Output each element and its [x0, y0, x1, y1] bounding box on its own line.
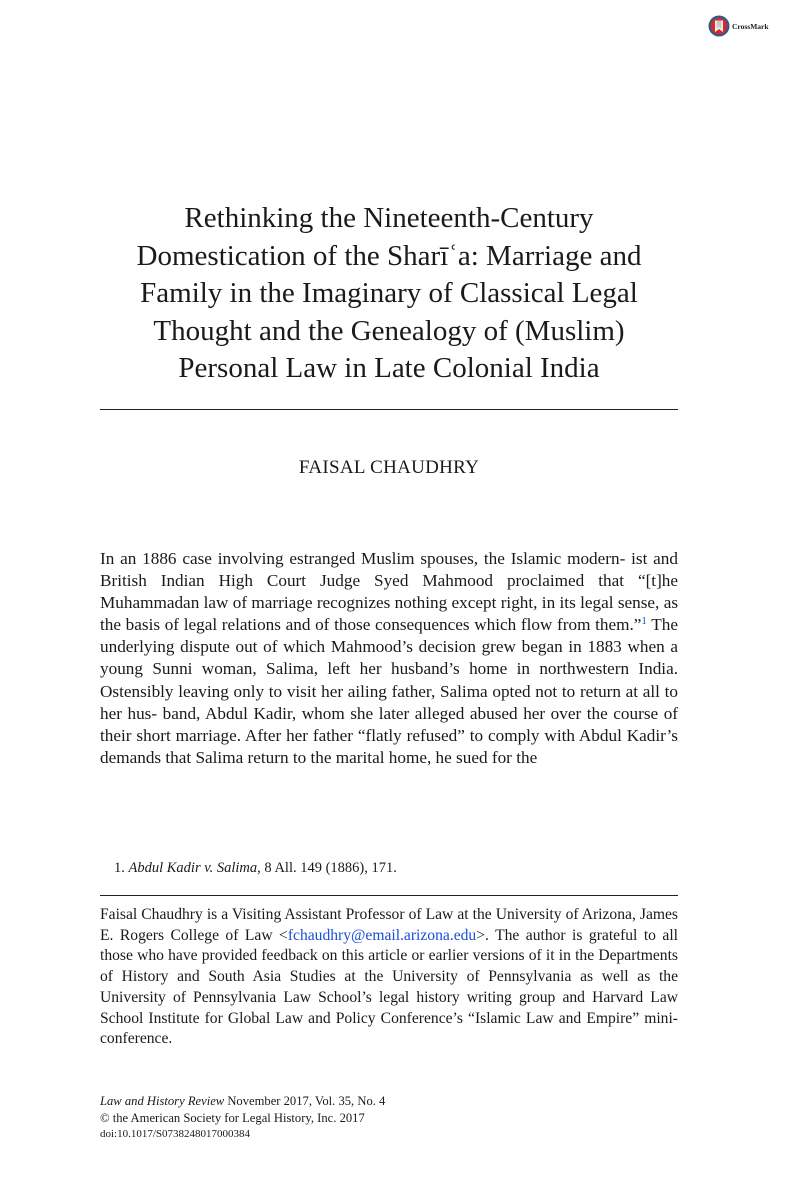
footnote-citation: , 8 All. 149 (1886), 171. — [257, 860, 397, 876]
body-line: band, Abdul Kadir, whom she later alleged abused her over the course of — [162, 703, 679, 723]
author-note-text: Faisal Chaudhry is a Visiting Assistant Professor of Law at the University of Arizona, James E. Rogers College of Law < — [100, 906, 678, 944]
footnote-case-name: Abdul Kadir v. Salima — [128, 860, 258, 876]
author-note-text: >. The author is grateful to all those who have provided feedback on this article or earlier versions of it in the Departments of History and South Asia Studies at the University of Pennsylvania as well as the University of Pennsylvania Law School’s legal history writing group and Harvard Law School Institute for Global Law and Policy Conference’s “Islamic Law and Empire” mini-conference. — [100, 926, 678, 1048]
footnote-number: 1. — [114, 860, 125, 876]
journal-issue-line — [100, 1093, 385, 1110]
body-line: Mahmood’s decision grew began in 1883 when a young Sunni woman, — [100, 637, 678, 679]
author-note — [100, 905, 678, 1050]
crossmark-badge[interactable] — [708, 14, 769, 38]
author-name: FAISAL CHAUDHRY — [298, 457, 480, 478]
title-line: Personal Law in Late Colonial India — [178, 352, 600, 384]
body-line: Kadir’s demands that Salima return to the marital home, he sued for the — [100, 725, 679, 767]
journal-copyright: © the American Society for Legal History, Inc. 2017 — [100, 1110, 365, 1125]
body-line: “[t]he Muhammadan law of marriage recognizes nothing except right, in — [100, 571, 679, 613]
journal-info — [100, 1093, 385, 1143]
body-line: Salima, left her husband’s home in northwestern India. Ostensibly leaving — [100, 659, 679, 701]
title-line: Rethinking the Nineteenth-Century — [184, 202, 594, 234]
title-divider — [100, 409, 678, 410]
footnote — [114, 858, 678, 878]
crossmark-label: CrossMark — [732, 21, 769, 31]
journal-issue: November 2017, Vol. 35, No. 4 — [224, 1094, 386, 1108]
title-line: Family in the Imaginary of Classical Legal — [140, 277, 638, 309]
footnote-divider — [100, 895, 678, 896]
body-line: which flow from them.” — [474, 615, 642, 635]
body-line: their short marriage. After her father “flatly refused” to comply with Abdul — [100, 725, 622, 745]
crossmark-icon — [708, 14, 730, 38]
footnote-ref-link[interactable]: 1 — [641, 615, 647, 628]
author-email-link[interactable]: fchaudhry@email.arizona.edu — [287, 926, 477, 944]
body-line: its legal sense, as the basis of legal relations and of those consequences — [100, 593, 679, 635]
body-line: The underlying dispute out of which — [100, 615, 678, 657]
body-line: ist and British Indian High Court Judge Syed Mahmood proclaimed that — [100, 549, 678, 591]
article-title — [100, 200, 678, 388]
title-line: Thought and the Genealogy of (Muslim) — [153, 314, 625, 347]
journal-name: Law and History Review — [100, 1094, 225, 1108]
body-line: only to visit her ailing father, Salima opted not to return at all to her hus- — [100, 681, 679, 723]
body-paragraph — [100, 548, 678, 769]
journal-doi[interactable]: doi:10.1017/S0738248017000384 — [100, 1128, 251, 1140]
body-line: In an 1886 case involving estranged Muslim spouses, the Islamic modern- — [100, 549, 626, 568]
title-line: Domestication of the Sharīʿa: Marriage and — [136, 239, 642, 272]
